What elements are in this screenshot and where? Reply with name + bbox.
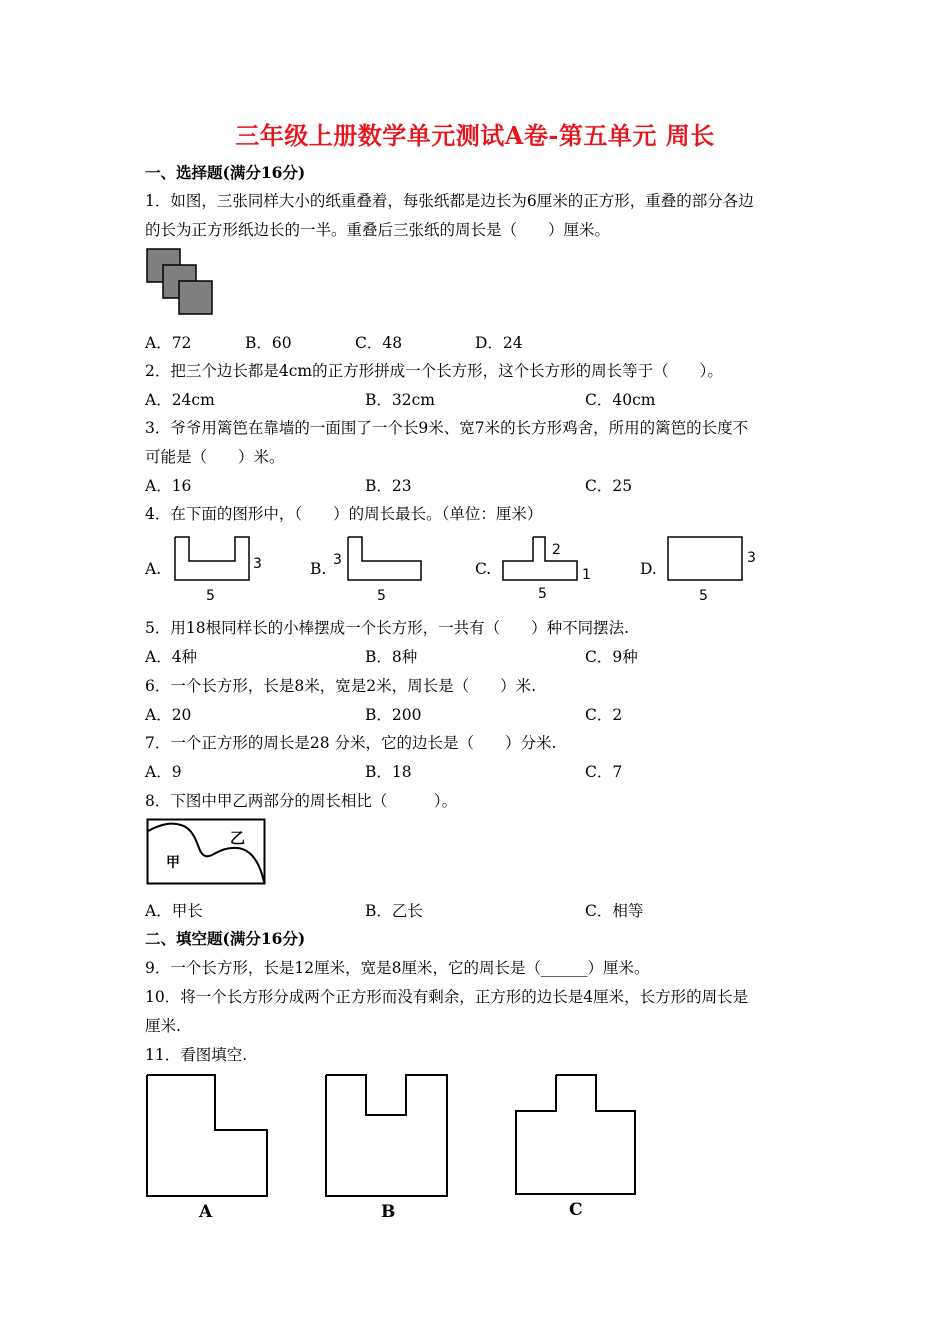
question-6-option-a: A．20 — [145, 706, 192, 724]
figure-a-bottom-label: 5 — [206, 588, 215, 604]
question-4-figure-b-letter: B. — [310, 560, 327, 578]
question-7-option-c: C．7 — [585, 763, 623, 781]
question-1-overlapping-squares-figure — [146, 248, 216, 316]
section-heading-choice: 一、选择题(满分16分) — [145, 163, 306, 182]
question-8-option-b: B．乙长 — [365, 902, 423, 920]
question-1-option-a: A．72 — [145, 334, 192, 352]
question-11-text: 11．看图填空. — [145, 1046, 248, 1064]
question-1-option-b: B．60 — [245, 334, 292, 352]
question-4-figure-c-letter: C. — [475, 560, 492, 578]
figure-d-bottom-label: 5 — [699, 588, 708, 604]
question-11-figure-b — [324, 1073, 454, 1223]
question-2-option-c: C．40cm — [585, 391, 656, 409]
question-5-option-b: B．8种 — [365, 648, 418, 666]
figure-a-side-label: 3 — [253, 556, 262, 572]
question-4-text: 4．在下面的图形中，（ ）的周长最长。（单位：厘米） — [145, 505, 543, 523]
question-11-figure-c — [514, 1073, 644, 1223]
figure-11a-label: A — [199, 1202, 213, 1222]
label-yi: 乙 — [230, 829, 246, 847]
question-3-option-c: C．25 — [585, 477, 633, 495]
question-4-figure-c — [500, 535, 600, 605]
question-6-option-b: B．200 — [365, 706, 422, 724]
question-5-option-c: C．9种 — [585, 648, 638, 666]
figure-11b-label: B — [381, 1202, 396, 1222]
figure-c-top-label: 2 — [552, 542, 561, 558]
question-8-figure — [146, 818, 268, 888]
question-2-text: 2．把三个边长都是4cm的正方形拼成一个长方形，这个长方形的周长等于（ ）。 — [145, 362, 723, 380]
question-7-option-a: A．9 — [145, 763, 182, 781]
question-8-text: 8．下图中甲乙两部分的周长相比（ ）。 — [145, 792, 458, 810]
label-jia: 甲 — [166, 855, 180, 871]
question-2-option-b: B．32cm — [365, 391, 435, 409]
figure-c-bottom-label: 5 — [538, 586, 547, 602]
figure-b-bottom-label: 5 — [377, 588, 386, 604]
question-3-option-b: B．23 — [365, 477, 412, 495]
question-5-text: 5．用18根同样长的小棒摆成一个长方形，一共有（ ）种不同摆法. — [145, 619, 630, 637]
question-3-text-line1: 3．爷爷用篱笆在靠墙的一面围了一个长9米、宽7米的长方形鸡舍，所用的篱笆的长度不 — [145, 419, 749, 437]
question-1-option-d: D．24 — [475, 334, 523, 352]
question-10-text-line2: 厘米. — [145, 1017, 181, 1035]
question-6-text: 6．一个长方形，长是8米，宽是2米，周长是（ ）米. — [145, 677, 537, 695]
question-4-figure-a — [172, 535, 272, 605]
figure-c-side-label: 1 — [582, 567, 591, 583]
question-4-figure-b — [330, 535, 430, 605]
question-4-figure-d — [666, 535, 766, 605]
question-1-text-line1: 1．如图，三张同样大小的纸重叠着，每张纸都是边长为6厘米的正方形，重叠的部分各边 — [145, 192, 754, 210]
question-4-figure-d-letter: D. — [640, 560, 657, 578]
section-heading-fill: 二、填空题(满分16分) — [145, 929, 306, 948]
figure-b-side-label: 3 — [333, 552, 342, 568]
question-8-option-a: A．甲长 — [145, 902, 203, 920]
question-4-figure-a-letter: A. — [145, 560, 162, 578]
question-2-option-a: A．24cm — [145, 391, 215, 409]
question-10-text-line1: 10．将一个长方形分成两个正方形而没有剩余，正方形的边长是4厘米，长方形的周长是 — [145, 988, 749, 1006]
question-7-option-b: B．18 — [365, 763, 412, 781]
figure-11c-label: C — [569, 1200, 583, 1220]
question-3-text-line2: 可能是（ ）米。 — [145, 448, 285, 466]
question-1-option-c: C．48 — [355, 334, 403, 352]
question-6-option-c: C．2 — [585, 706, 623, 724]
question-5-option-a: A．4种 — [145, 648, 198, 666]
question-7-text: 7．一个正方形的周长是28 分米，它的边长是（ ）分米. — [145, 734, 557, 752]
figure-d-side-label: 3 — [747, 550, 756, 566]
page-title: 三年级上册数学单元测试A卷-第五单元 周长 — [235, 121, 715, 150]
question-11-figure-a — [145, 1073, 275, 1223]
question-1-text-line2: 的长为正方形纸边长的一半。重叠后三张纸的周长是（ ）厘米。 — [145, 221, 611, 239]
question-3-option-a: A．16 — [145, 477, 192, 495]
question-9-text: 9．一个长方形，长是12厘米，宽是8厘米，它的周长是（______）厘米。 — [145, 959, 650, 977]
question-8-option-c: C．相等 — [585, 902, 644, 920]
square-3 — [179, 281, 212, 314]
